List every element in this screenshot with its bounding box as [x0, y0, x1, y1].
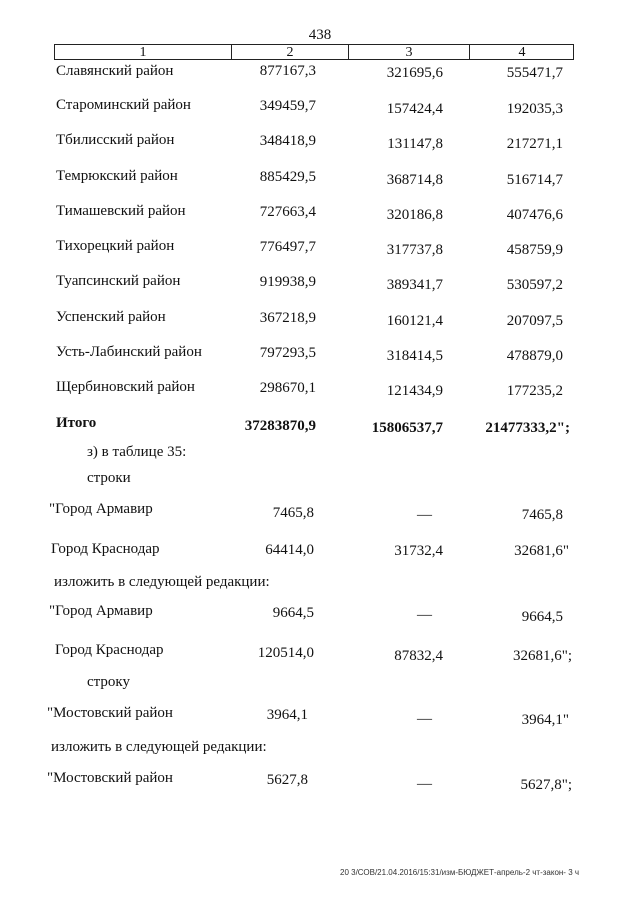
- row-value-col2: 776497,7: [259, 239, 316, 255]
- instruction-replace: изложить в следующей редакции:: [54, 574, 270, 590]
- row-name: Староминский район: [56, 97, 191, 113]
- column-header-4: 4: [518, 45, 526, 60]
- row-name: "Город Армавир: [49, 603, 153, 619]
- row-name: "Город Армавир: [49, 501, 153, 517]
- row-value-col2: 3964,1: [266, 707, 308, 723]
- total-label: Итого: [56, 415, 97, 431]
- row-value-col3: 317737,8: [386, 242, 443, 258]
- row-value-col4: 192035,3: [506, 101, 563, 117]
- row-value-col4: 32681,6";: [512, 648, 572, 664]
- instruction-row: строку: [87, 674, 130, 690]
- row-value-col4: 207097,5: [506, 313, 563, 329]
- instruction-table35: з) в таблице 35:: [87, 444, 187, 460]
- row-value-col4: 516714,7: [506, 172, 563, 188]
- row-value-col4: 217271,1: [506, 136, 563, 152]
- row-value-col3: —: [417, 507, 432, 523]
- row-value-col2: 797293,5: [259, 345, 316, 361]
- row-value-col2: 7465,8: [272, 505, 314, 521]
- row-value-col4: 3964,1": [521, 712, 569, 728]
- row-value-col2: 5627,8: [266, 772, 308, 788]
- instruction-replace: изложить в следующей редакции:: [51, 739, 267, 755]
- total-value-col2: 37283870,9: [244, 418, 316, 434]
- row-value-col4: 5627,8";: [520, 777, 572, 793]
- instruction-rows: строки: [87, 470, 131, 486]
- row-name: "Мостовский район: [47, 770, 173, 786]
- row-name: Темрюкский район: [56, 168, 178, 184]
- row-name: Тимашевский район: [56, 203, 186, 219]
- column-header-row: [54, 44, 574, 60]
- row-name: Город Краснодар: [55, 642, 164, 658]
- row-value-col2: 120514,0: [257, 645, 314, 661]
- row-value-col3: 31732,4: [394, 543, 443, 559]
- row-value-col3: 87832,4: [394, 648, 443, 664]
- row-name: Тбилисский район: [56, 132, 175, 148]
- row-value-col4: 9664,5: [521, 609, 563, 625]
- row-name: Туапсинский район: [56, 273, 181, 289]
- row-value-col4: 407476,6: [506, 207, 563, 223]
- row-value-col2: 919938,9: [259, 274, 316, 290]
- row-value-col2: 727663,4: [259, 204, 316, 220]
- row-value-col2: 298670,1: [259, 380, 316, 396]
- row-value-col3: 157424,4: [386, 101, 443, 117]
- row-name: Тихорецкий район: [56, 238, 175, 254]
- row-value-col2: 348418,9: [259, 133, 316, 149]
- row-value-col3: 160121,4: [386, 313, 443, 329]
- row-value-col2: 64414,0: [265, 542, 314, 558]
- total-value-col4: 21477333,2";: [485, 420, 570, 436]
- row-name: Славянский район: [56, 63, 174, 79]
- row-value-col2: 877167,3: [259, 63, 316, 79]
- row-value-col2: 9664,5: [272, 605, 314, 621]
- row-name: Успенский район: [56, 309, 166, 325]
- row-value-col4: 177235,2: [506, 383, 563, 399]
- row-value-col3: 389341,7: [386, 277, 443, 293]
- row-value-col2: 349459,7: [259, 98, 316, 114]
- row-value-col2: 885429,5: [259, 169, 316, 185]
- row-value-col3: —: [417, 776, 432, 792]
- column-header-2: 2: [286, 45, 294, 60]
- column-header-3: 3: [405, 45, 413, 60]
- footer-file-stamp: 20 3/СОВ/21.04.2016/15:31/изм-БЮДЖЕТ-апрель-2 чт-закон- 3 ч: [340, 868, 580, 877]
- total-value-col3: 15806537,7: [371, 420, 443, 436]
- row-value-col4: 478879,0: [506, 348, 563, 364]
- row-name: Город Краснодар: [51, 541, 160, 557]
- row-value-col3: 368714,8: [386, 172, 443, 188]
- row-value-col4: 32681,6": [514, 543, 569, 559]
- row-value-col3: 321695,6: [386, 65, 443, 81]
- row-value-col4: 530597,2: [506, 277, 563, 293]
- row-name: Щербиновский район: [56, 379, 195, 395]
- row-value-col3: —: [417, 711, 432, 727]
- row-name: "Мостовский район: [47, 705, 173, 721]
- row-value-col3: 121434,9: [386, 383, 443, 399]
- row-value-col3: —: [417, 607, 432, 623]
- row-value-col3: 131147,8: [387, 136, 443, 152]
- page-number: 438: [308, 27, 332, 43]
- row-name: Усть-Лабинский район: [56, 344, 202, 360]
- row-value-col4: 7465,8: [521, 507, 563, 523]
- column-header-1: 1: [139, 45, 147, 60]
- row-value-col4: 555471,7: [506, 65, 563, 81]
- row-value-col3: 318414,5: [386, 348, 443, 364]
- row-value-col2: 367218,9: [259, 310, 316, 326]
- row-value-col3: 320186,8: [386, 207, 443, 223]
- row-value-col4: 458759,9: [506, 242, 563, 258]
